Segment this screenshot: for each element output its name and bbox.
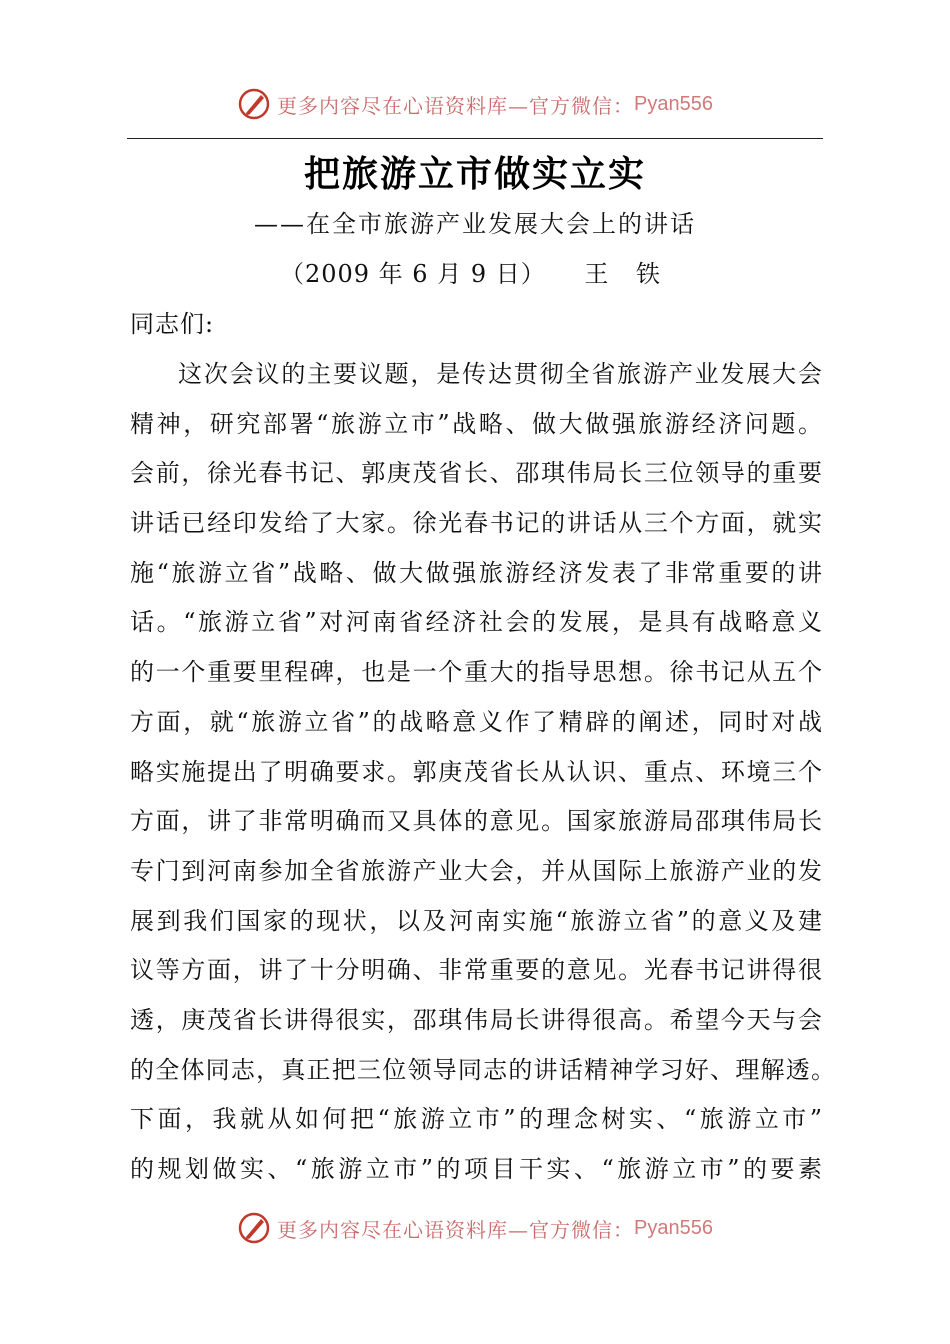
body-line: 透，庚茂省长讲得很实，邵琪伟局长讲得很高。希望今天与会 [130, 1005, 822, 1034]
body-text [130, 350, 835, 1195]
header-rule [127, 138, 823, 139]
body-line: 方面，讲了非常明确而又具体的意见。国家旅游局邵琪伟局长 [130, 807, 822, 836]
body-line: 展到我们国家的现状，以及河南实施“旅游立省”的意义及建 [130, 906, 822, 935]
dateline [0, 254, 950, 289]
body-line: 会前，徐光春书记、郭庚茂省长、邵琪伟局长三位领导的重要 [130, 459, 822, 488]
document-title: 把旅游立市做实立实 [303, 153, 646, 195]
watermark-text: 更多内容尽在心语资料库—官方微信： [277, 93, 635, 118]
quill-logo-icon [237, 1211, 271, 1245]
watermark-text: 更多内容尽在心语资料库—官方微信： [277, 1217, 635, 1242]
salutation: 同志们: [130, 310, 215, 338]
body-line: 议等方面，讲了十分明确、非常重要的意见。光春书记讲得很 [130, 956, 822, 985]
document-subtitle: ——在全市旅游产业发展大会上的讲话 [254, 210, 696, 238]
body-line: 略实施提出了明确要求。郭庚茂省长从认识、重点、环境三个 [130, 757, 822, 786]
body-line: 精神，研究部署“旅游立市”战略、做大做强旅游经济问题。 [130, 409, 822, 438]
body-line: 这次会议的主要议题，是传达贯彻全省旅游产业发展大会 [178, 360, 822, 388]
footer-watermark [0, 1208, 950, 1248]
author-name: 王 铁 [584, 260, 671, 288]
body-line: 话。“旅游立省”对河南省经济社会的发展，是具有战略意义 [130, 608, 822, 637]
speech-date: （2009 年 6 月 9 日） [279, 260, 546, 288]
body-line: 的全体同志，真正把三位领导同志的讲话精神学习好、理解透。 [130, 1055, 835, 1084]
watermark-id: Pyan556 [634, 92, 713, 115]
quill-logo-icon [237, 87, 271, 121]
body-line: 方面，就“旅游立省”的战略意义作了精辟的阐述，同时对战 [130, 707, 822, 736]
body-line: 的一个重要里程碑，也是一个重大的指导思想。徐书记从五个 [130, 658, 822, 687]
watermark-id: Pyan556 [634, 1216, 713, 1239]
body-line: 下面，我就从如何把“旅游立市”的理念树实、“旅游立市” [130, 1105, 822, 1134]
body-line: 讲话已经印发给了大家。徐光春书记的讲话从三个方面，就实 [130, 509, 822, 538]
header-watermark [0, 84, 950, 124]
body-line: 施“旅游立省”战略、做大做强旅游经济发表了非常重要的讲 [130, 558, 822, 587]
body-line: 的规划做实、“旅游立市”的项目干实、“旅游立市”的要素 [130, 1155, 822, 1183]
body-line: 专门到河南参加全省旅游产业大会，并从国际上旅游产业的发 [130, 856, 822, 885]
